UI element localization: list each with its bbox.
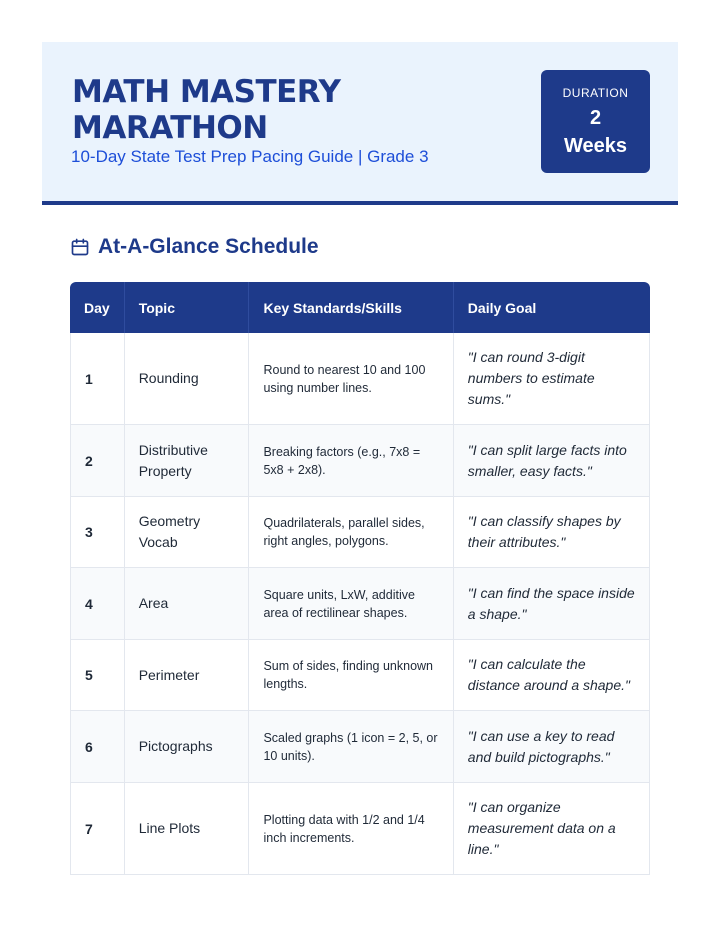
skills-cell: Square units, LxW, additive area of rectilinear shapes. — [249, 568, 453, 640]
day-cell: 6 — [70, 711, 125, 783]
table-header-row — [70, 282, 650, 333]
topic-cell: Distributive Property — [125, 425, 250, 497]
duration-badge — [541, 70, 650, 173]
column-header-day: Day — [70, 282, 125, 333]
day-cell: 7 — [70, 783, 125, 875]
topic-cell: Perimeter — [125, 640, 250, 711]
column-header-skills: Key Standards/Skills — [249, 282, 453, 333]
topic-cell: Area — [125, 568, 250, 640]
skills-cell: Plotting data with 1/2 and 1/4 inch increments. — [249, 783, 453, 875]
skills-cell: Sum of sides, finding unknown lengths. — [249, 640, 453, 711]
duration-number: 2 — [589, 107, 602, 129]
header-panel — [42, 42, 678, 202]
topic-cell: Rounding — [125, 333, 250, 425]
calendar-icon — [70, 237, 90, 257]
day-cell: 1 — [70, 333, 125, 425]
topic-cell: Line Plots — [125, 783, 250, 875]
table-row — [70, 425, 650, 497]
page-title: MATH MASTERY MARATHON — [72, 74, 341, 146]
goal-cell: "I can round 3-digit numbers to estimate sums." — [454, 333, 650, 425]
duration-value — [541, 104, 650, 160]
schedule-table — [70, 282, 650, 875]
day-cell: 5 — [70, 640, 125, 711]
skills-cell: Scaled graphs (1 icon = 2, 5, or 10 units). — [249, 711, 453, 783]
section-heading — [70, 232, 319, 262]
column-header-topic: Topic — [125, 282, 250, 333]
table-row — [70, 711, 650, 783]
topic-cell: Pictographs — [125, 711, 250, 783]
column-header-goal: Daily Goal — [454, 282, 650, 333]
table-row — [70, 497, 650, 568]
goal-cell: "I can split large facts into smaller, easy facts." — [454, 425, 650, 497]
section-title: At-A-Glance Schedule — [98, 235, 319, 258]
duration-unit: Weeks — [563, 135, 627, 157]
table-row — [70, 783, 650, 875]
page-subtitle: 10-Day State Test Prep Pacing Guide | Grade 3 — [71, 147, 429, 166]
skills-cell: Round to nearest 10 and 100 using number lines. — [249, 333, 453, 425]
goal-cell: "I can calculate the distance around a shape." — [454, 640, 650, 711]
goal-cell: "I can find the space inside a shape." — [454, 568, 650, 640]
header-divider — [42, 201, 678, 205]
table-row — [70, 640, 650, 711]
skills-cell: Breaking factors (e.g., 7x8 = 5x8 + 2x8). — [249, 425, 453, 497]
duration-label: DURATION — [562, 86, 629, 100]
day-cell: 3 — [70, 497, 125, 568]
table-row — [70, 568, 650, 640]
goal-cell: "I can use a key to read and build pictographs." — [454, 711, 650, 783]
day-cell: 2 — [70, 425, 125, 497]
day-cell: 4 — [70, 568, 125, 640]
goal-cell: "I can organize measurement data on a line." — [454, 783, 650, 875]
skills-cell: Quadrilaterals, parallel sides, right angles, polygons. — [249, 497, 453, 568]
topic-cell: Geometry Vocab — [125, 497, 250, 568]
table-row — [70, 333, 650, 425]
goal-cell: "I can classify shapes by their attributes." — [454, 497, 650, 568]
